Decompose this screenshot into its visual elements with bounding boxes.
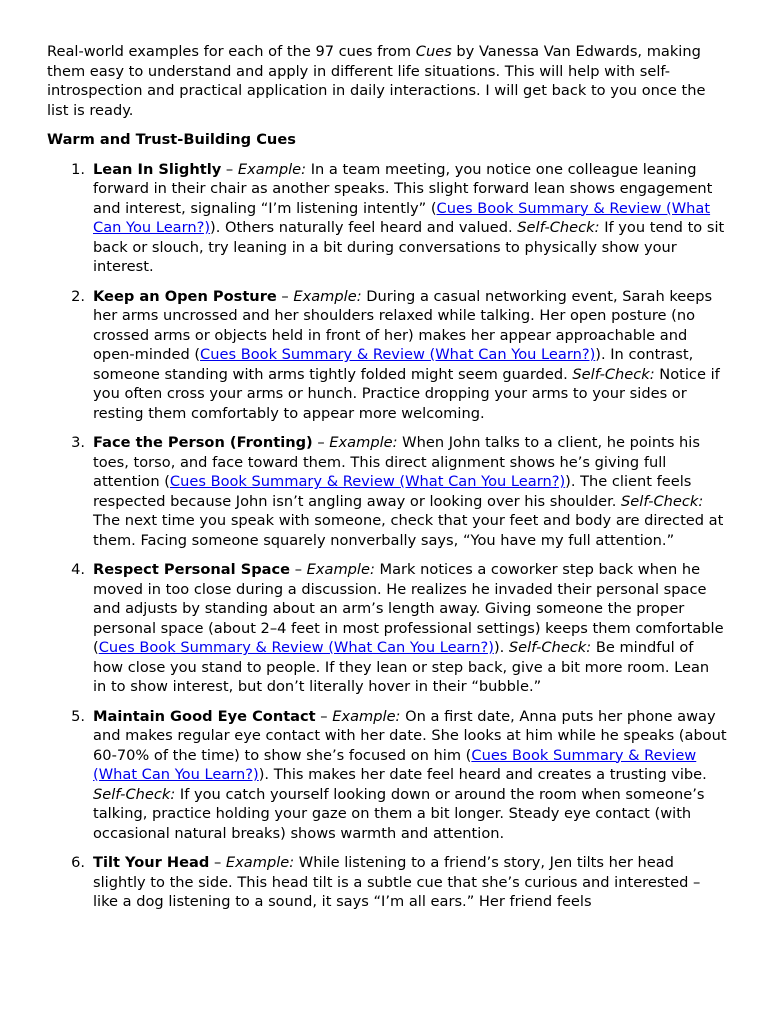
cue-number: 6. xyxy=(71,854,85,871)
example-text: Mark notices a coworker step back when he moved in too close during a discussion. He realizes he invaded their personal space and adjusts by standing about an arm’s length away. Giving someone the proper personal space (about 2–4 feet in most professional settings) keeps them comfortable ( xyxy=(93,561,724,656)
cue-title: Face the Person (Fronting) xyxy=(93,434,313,451)
example-text: When John talks to a client, he points his toes, torso, and face toward them. This direct alignment shows he’s giving full attention ( xyxy=(93,434,700,490)
example-text-after: ). xyxy=(493,639,509,656)
cue-separator: – xyxy=(312,434,330,451)
example-text: During a casual networking event, Sarah keeps her arms uncrossed and her shoulders relaxed while talking. Her open posture (no crossed arms or objects held in front of her) makes her appear approachable and open-minded ( xyxy=(93,287,713,363)
self-check-text: If you tend to sit back or slouch, try leaning in a bit during conversations to physically show your interest. xyxy=(93,219,725,275)
example-label: Example: xyxy=(329,434,398,451)
section-heading: Warm and Trust-Building Cues xyxy=(47,131,296,148)
cue-title: Tilt Your Head xyxy=(93,854,210,871)
self-check-text: If you catch yourself looking down or around the room when someone’s talking, practice holding your gaze on them a bit longer. Steady eye contact (with occasional natural breaks) shows warmth and attention. xyxy=(93,785,705,842)
cue-item-1 xyxy=(47,160,727,277)
self-check-text: Be mindful of how close you stand to people. If they lean or step back, give a bit more room. Lean in to show interest, but don’t literally hover in their “bubble.” xyxy=(93,639,710,695)
cue-item-6 xyxy=(47,853,727,912)
self-check-label: Self-Check: xyxy=(508,639,592,656)
cue-number: 3. xyxy=(71,434,85,451)
self-check-label: Self-Check: xyxy=(572,365,655,383)
example-text-after: ). This makes her date feel heard and creates a trusting vibe. xyxy=(258,766,707,783)
self-check-label: Self-Check: xyxy=(517,219,600,236)
example-label: Example: xyxy=(225,854,295,871)
cue-separator: – xyxy=(315,707,333,725)
cue-separator: – xyxy=(290,561,307,578)
example-label: Example: xyxy=(332,707,401,725)
cue-number: 5. xyxy=(71,707,85,725)
cue-number: 2. xyxy=(71,287,85,305)
document-page xyxy=(47,42,727,922)
cue-title: Maintain Good Eye Contact xyxy=(93,707,316,725)
source-link[interactable]: Cues Book Summary & Review (What Can You Learn?) xyxy=(200,346,596,363)
cue-number: 1. xyxy=(71,160,85,178)
intro-paragraph xyxy=(47,42,727,120)
example-text: In a team meeting, you notice one colleague leaning forward in their chair as another speaks. This slight forward lean shows engagement and interest, signaling “I’m listening intently” ( xyxy=(93,160,713,217)
source-link[interactable]: Cues Book Summary & Review (What Can You Learn?) xyxy=(98,639,494,656)
example-text-after: ). In contrast, someone standing with arms tightly folded might seem guarded. xyxy=(93,346,694,383)
example-label: Example: xyxy=(237,160,307,178)
cue-title: Keep an Open Posture xyxy=(93,287,277,305)
intro-text-after: by Vanessa Van Edwards, making them easy to understand and apply in different life situations. This will help with self-introspection and practical application in daily interactions. I will get back to you once the list is ready. xyxy=(47,43,706,119)
source-link[interactable]: Cues Book Summary & Review (What Can You Learn?) xyxy=(169,473,566,490)
cue-separator: – xyxy=(276,287,294,305)
intro-text-before: Real-world examples for each of the 97 cues from xyxy=(47,43,416,60)
cue-list xyxy=(47,160,727,912)
source-link[interactable]: Cues Book Summary & Review (What Can You Learn?) xyxy=(93,199,711,236)
example-text: On a first date, Anna puts her phone away and makes regular eye contact with her date. She looks at him while he speaks (about 60-70% of the time) to show she’s focused on him ( xyxy=(93,707,727,764)
self-check-text: The next time you speak with someone, check that your feet and body are directed at them. Facing someone squarely nonverbally says, “You have my full attention.” xyxy=(93,512,724,549)
cue-item-5 xyxy=(47,707,727,844)
cue-title: Lean In Slightly xyxy=(93,160,222,178)
self-check-label: Self-Check: xyxy=(93,785,176,803)
example-label: Example: xyxy=(293,287,362,305)
example-text-after: ). The client feels respected because John isn’t angling away or looking over his shoulder. xyxy=(93,473,692,510)
cue-separator: – xyxy=(209,854,226,871)
example-text: While listening to a friend’s story, Jen tilts her head slightly to the side. This head tilt is a subtle cue that she’s curious and interested – like a dog listening to a sound, it says “I’m all ears.” Her friend feels xyxy=(93,854,701,910)
intro-book-title: Cues xyxy=(415,43,452,60)
cue-item-4 xyxy=(47,560,727,697)
example-label: Example: xyxy=(306,561,375,578)
source-link[interactable]: Cues Book Summary & Review (What Can You Learn?) xyxy=(93,746,697,783)
cue-number: 4. xyxy=(71,561,85,578)
example-text-after: ). Others naturally feel heard and valued. xyxy=(210,219,518,236)
cue-title: Respect Personal Space xyxy=(93,561,291,578)
cue-separator: – xyxy=(221,160,238,178)
self-check-label: Self-Check: xyxy=(621,492,704,510)
cue-item-2 xyxy=(47,287,727,424)
cue-item-3 xyxy=(47,433,727,550)
self-check-text: Notice if you often cross your arms or hunch. Practice dropping your arms to your sides or resting them comfortably to appear more welcoming. xyxy=(93,365,720,422)
